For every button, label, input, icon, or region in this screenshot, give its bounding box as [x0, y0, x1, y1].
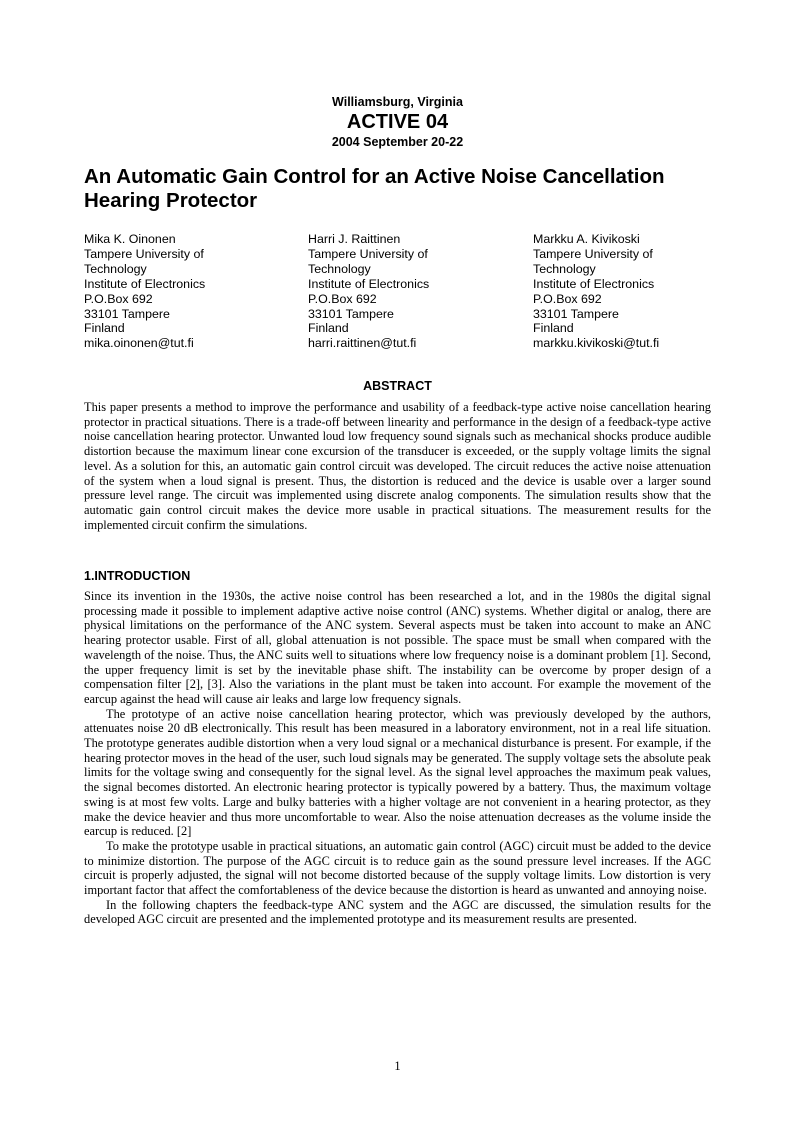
author-affiliation: Technology [308, 261, 371, 276]
author-country: Finland [533, 321, 574, 336]
author-city: 33101 Tampere [84, 306, 170, 321]
paragraph: The prototype of an active noise cancellation hearing protector, which was previously developed by the authors, attenuates noise 20 dB electronically. This result has been measured in a laboratory environment, not in a real life situation. The prototype generates audible distortion when a very loud signal or a mechanical disturbance is present. For example, if the hearing protector moves in the head of the user, such loud signals may be generated. The supply voltage sets the absolute peak limits for the voltage swing and consequently for the signal level. As the signal level approaches the maximum peak values, the signal becomes distorted. An electronic hearing protector is typically powered by a battery. Thus, the maximum voltage swing is at most few volts. Large and bulky batteries with a higher voltage are not convenient in a hearing protector, as they make the device heavier and thus more uncomfortable to wear. Also the noise attenuation decreases as the volume inside the earcup is reduced. [2] [84, 706, 711, 839]
author-city: 33101 Tampere [533, 306, 619, 321]
author-pobox: P.O.Box 692 [533, 291, 602, 306]
conference-name: ACTIVE 04 [346, 111, 449, 133]
author-city: 33101 Tampere [308, 306, 394, 321]
author-institute: Institute of Electronics [308, 276, 430, 291]
author-email: mika.oinonen@tut.fi [84, 336, 194, 351]
author-institute: Institute of Electronics [84, 276, 206, 291]
conference-location: Williamsburg, Virginia [332, 95, 463, 109]
introduction-body [84, 589, 711, 927]
author-name: Markku A. Kivikoski [533, 232, 640, 246]
author-country: Finland [308, 321, 349, 336]
author-pobox: P.O.Box 692 [84, 291, 153, 306]
paragraph: Since its invention in the 1930s, the active noise control has been researched a lot, and in the 1980s the digital signal processing made it possible to implement adaptive active noise control (ANC) systems. Whether digital or analog, there are physical limitations on the performance of the ANC system. Several aspects must be taken into account to make an ANC hearing protector usable. First of all, global attenuation is not possible. The space must be small when compared with the wavelength of the noise. Thus, the ANC suits well to situations where low frequency noise is a dominant problem [1]. Second, the upper frequency limit is set by the inevitable phase shift. The instability can be overcome by proper design of a compensation filter [2], [3]. Also the variations in the plant must be taken into account. For example the movement of the earcup against the head will cause air leaks and large low frequency signals. [84, 589, 711, 706]
author-3 [533, 232, 733, 351]
author-affiliation: Tampere University of [533, 246, 653, 261]
paper-title: An Automatic Gain Control for an Active Noise Cancellation Hearing Protector [84, 165, 665, 212]
paragraph: In the following chapters the feedback-type ANC system and the AGC are discussed, the simulation results for the developed AGC circuit are presented and the implemented prototype and its measurement results are presented. [84, 897, 711, 927]
author-affiliation: Tampere University of [84, 246, 204, 261]
author-1 [84, 232, 284, 351]
author-country: Finland [84, 321, 125, 336]
author-block [84, 232, 711, 357]
author-affiliation: Technology [533, 261, 596, 276]
paragraph: To make the prototype usable in practical situations, an automatic gain control (AGC) circuit must be added to the device to minimize distortion. The purpose of the AGC circuit is to reduce gain as the sound pressure level increases. If the AGC circuit is properly adjusted, the signal will not become distorted because of the supply voltage limits. Low distortion is very important factor that affect the comfortableness of the device because the distortion is heard as unwanted and annoying noise. [84, 838, 711, 898]
author-pobox: P.O.Box 692 [308, 291, 377, 306]
conference-date: 2004 September 20-22 [331, 135, 464, 149]
author-name: Harri J. Raittinen [308, 232, 401, 246]
author-2 [308, 232, 508, 351]
author-email: markku.kivikoski@tut.fi [533, 336, 660, 351]
author-affiliation: Technology [84, 261, 147, 276]
author-institute: Institute of Electronics [533, 276, 655, 291]
author-name: Mika K. Oinonen [84, 232, 176, 246]
author-affiliation: Tampere University of [308, 246, 428, 261]
author-email: harri.raittinen@tut.fi [308, 336, 417, 351]
page-number: 1 [394, 1059, 401, 1073]
abstract-text: This paper presents a method to improve the performance and usability of a feedback-type active noise cancellation hearing protector in practical situations. There is a trade-off between linearity and performance in the design of a feedback-type active noise cancellation hearing protector. Unwanted loud low frequency sound signals such as mechanical shocks produce audible distortion because the maximum linear cone excursion of the transducer is exceeded, or the supply voltage limits the signal level. As a solution for this, an automatic gain control circuit was developed. The circuit reduces the active noise attenuation of the system when a loud signal is present. Thus, the distortion is reduced and the device is usable over a larger sound pressure level range. The circuit was implemented using discrete analog components. The simulation results show that the automatic gain control circuit makes the device more usable in practical situations. The measurement results for the implemented circuit confirm the simulations. [84, 400, 711, 532]
introduction-heading: 1.INTRODUCTION [84, 569, 191, 583]
abstract-heading: ABSTRACT [363, 379, 432, 393]
